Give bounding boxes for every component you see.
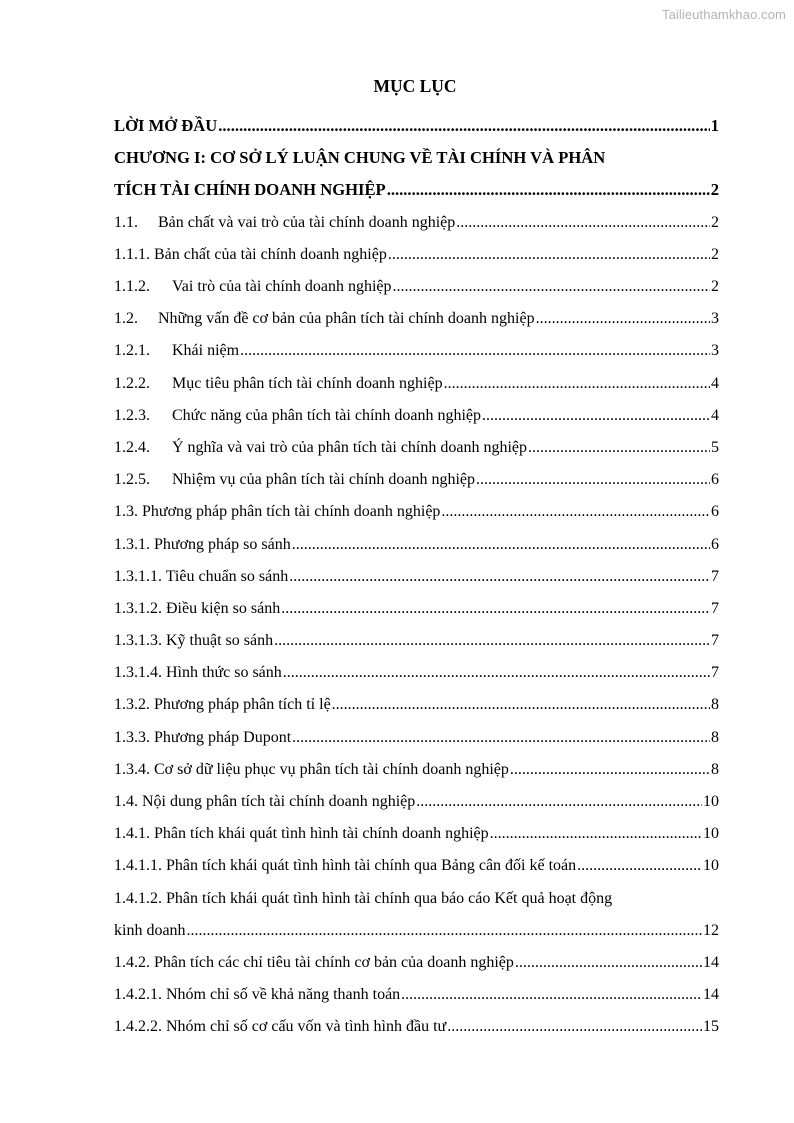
toc-entry[interactable] bbox=[114, 303, 719, 335]
page-title: MỤC LỤC bbox=[373, 76, 457, 96]
toc-entry-page: 10 bbox=[703, 825, 719, 843]
toc-entry-label-line1: CHƯƠNG I: CƠ SỞ LÝ LUẬN CHUNG VỀ TÀI CHÍNH VÀ PHÂN bbox=[114, 148, 606, 168]
toc-entry-label: Vai trò của tài chính doanh nghiệp bbox=[172, 278, 392, 296]
toc-entry-number: 1.2.2. bbox=[114, 374, 150, 392]
toc-entry-page: 3 bbox=[711, 310, 719, 328]
toc-entry-label: 1.3. Phương pháp phân tích tài chính doanh nghiệp bbox=[114, 503, 441, 521]
toc-entry-page: 7 bbox=[711, 599, 719, 617]
toc-entry[interactable] bbox=[114, 689, 719, 721]
dot-leader bbox=[187, 922, 702, 940]
toc-entry-page: 12 bbox=[703, 921, 719, 939]
table-of-contents bbox=[114, 110, 719, 1043]
toc-entry[interactable] bbox=[114, 368, 719, 400]
dot-leader bbox=[281, 600, 710, 618]
toc-entry-label: 1.3.1.3. Kỹ thuật so sánh bbox=[114, 632, 274, 650]
toc-entry-page: 8 bbox=[711, 696, 719, 714]
toc-entry[interactable] bbox=[114, 174, 719, 206]
toc-entry-label: 1.4.2.2. Nhóm chỉ số cơ cấu vốn và tình hình đầu tư bbox=[114, 1018, 447, 1036]
toc-entry[interactable] bbox=[114, 947, 719, 979]
toc-entry[interactable] bbox=[114, 786, 719, 818]
toc-entry[interactable] bbox=[114, 110, 719, 142]
watermark-text: Tailieuthamkhao.com bbox=[661, 7, 786, 22]
toc-entry-label: TÍCH TÀI CHÍNH DOANH NGHIỆP bbox=[114, 180, 386, 200]
dot-leader bbox=[441, 503, 710, 521]
toc-entry-label: 1.4.2.1. Nhóm chỉ số về khả năng thanh toán bbox=[114, 986, 401, 1004]
dot-leader bbox=[476, 471, 710, 489]
toc-entry-label-line1: 1.4.1.2. Phân tích khái quát tình hình tài chính qua báo cáo Kết quả hoạt động bbox=[114, 889, 613, 907]
toc-entry-page: 5 bbox=[711, 438, 719, 456]
toc-entry[interactable] bbox=[114, 722, 719, 754]
dot-leader bbox=[332, 696, 710, 714]
toc-entry[interactable] bbox=[114, 207, 719, 239]
dot-leader bbox=[482, 407, 710, 425]
toc-entry-page: 4 bbox=[711, 374, 719, 392]
dot-leader bbox=[388, 246, 710, 264]
dot-leader bbox=[528, 439, 710, 457]
toc-entry-label: 1.3.2. Phương pháp phân tích tỉ lệ bbox=[114, 696, 331, 714]
toc-entry-page: 14 bbox=[703, 986, 719, 1004]
toc-entry-page: 14 bbox=[703, 953, 719, 971]
toc-entry-label: 1.3.1.2. Điều kiện so sánh bbox=[114, 599, 281, 617]
toc-entry-label: Ý nghĩa và vai trò của phân tích tài chính doanh nghiệp bbox=[172, 438, 528, 456]
toc-entry-label: 1.4.2. Phân tích các chỉ tiêu tài chính cơ bản của doanh nghiệp bbox=[114, 953, 514, 971]
toc-entry-number: 1.1.2. bbox=[114, 278, 150, 296]
toc-entry-number: 1.2.1. bbox=[114, 342, 150, 360]
toc-entry-page: 10 bbox=[703, 857, 719, 875]
toc-entry-page: 8 bbox=[711, 760, 719, 778]
dot-leader bbox=[393, 278, 711, 296]
toc-entry-page: 2 bbox=[710, 180, 719, 200]
toc-entry[interactable] bbox=[114, 754, 719, 786]
toc-entry-page: 6 bbox=[711, 503, 719, 521]
dot-leader bbox=[577, 857, 702, 875]
dot-leader bbox=[490, 825, 702, 843]
toc-entry-label: 1.4. Nội dung phân tích tài chính doanh nghiệp bbox=[114, 793, 416, 811]
dot-leader bbox=[447, 1018, 702, 1036]
dot-leader bbox=[289, 568, 710, 586]
dot-leader bbox=[292, 729, 710, 747]
toc-entry-label: 1.3.4. Cơ sở dữ liệu phục vụ phân tích tài chính doanh nghiệp bbox=[114, 760, 509, 778]
toc-entry[interactable] bbox=[114, 850, 719, 882]
toc-entry-label: Khái niệm bbox=[172, 342, 240, 360]
toc-entry[interactable] bbox=[114, 1011, 719, 1043]
toc-entry[interactable] bbox=[114, 432, 719, 464]
dot-leader bbox=[444, 375, 710, 393]
toc-entry-page: 10 bbox=[703, 793, 719, 811]
toc-entry-label: 1.3.1. Phương pháp so sánh bbox=[114, 535, 291, 553]
toc-entry[interactable] bbox=[114, 915, 719, 947]
dot-leader bbox=[515, 954, 702, 972]
toc-entry-page: 15 bbox=[703, 1018, 719, 1036]
toc-entry[interactable] bbox=[114, 496, 719, 528]
toc-entry[interactable] bbox=[114, 239, 719, 271]
toc-entry[interactable] bbox=[114, 657, 719, 689]
toc-entry-number: 1.1. bbox=[114, 213, 138, 231]
toc-entry-label: LỜI MỞ ĐẦU bbox=[114, 116, 218, 136]
toc-entry[interactable] bbox=[114, 335, 719, 367]
toc-entry[interactable] bbox=[114, 464, 719, 496]
dot-leader bbox=[292, 536, 710, 554]
toc-entry-label: 1.4.1. Phân tích khái quát tình hình tài chính doanh nghiệp bbox=[114, 825, 489, 843]
toc-entry[interactable] bbox=[114, 561, 719, 593]
toc-entry-page: 1 bbox=[710, 116, 719, 136]
toc-entry-page: 7 bbox=[711, 567, 719, 585]
toc-entry-page: 6 bbox=[711, 535, 719, 553]
toc-entry-number: 1.2. bbox=[114, 310, 138, 328]
toc-entry-page: 3 bbox=[711, 342, 719, 360]
toc-entry[interactable] bbox=[114, 400, 719, 432]
toc-entry-number: 1.2.5. bbox=[114, 471, 150, 489]
dot-leader bbox=[387, 180, 710, 200]
toc-entry-number: 1.2.4. bbox=[114, 438, 150, 456]
toc-entry[interactable] bbox=[114, 593, 719, 625]
dot-leader bbox=[240, 342, 710, 360]
toc-entry-label: 1.3.1.4. Hình thức so sánh bbox=[114, 664, 282, 682]
toc-entry-page: 4 bbox=[711, 406, 719, 424]
toc-entry-label: 1.3.1.1. Tiêu chuẩn so sánh bbox=[114, 567, 289, 585]
toc-entry-label: 1.3.3. Phương pháp Dupont bbox=[114, 728, 292, 746]
toc-entry[interactable] bbox=[114, 625, 719, 657]
toc-entry-page: 2 bbox=[711, 213, 719, 231]
toc-entry-page: 8 bbox=[711, 728, 719, 746]
toc-entry-page: 7 bbox=[711, 664, 719, 682]
toc-entry-page: 2 bbox=[711, 245, 719, 263]
toc-entry-label: Những vấn đề cơ bản của phân tích tài chính doanh nghiệp bbox=[158, 310, 535, 328]
toc-entry-label: Mục tiêu phân tích tài chính doanh nghiệp bbox=[172, 374, 443, 392]
toc-entry-label: Chức năng của phân tích tài chính doanh nghiệp bbox=[172, 406, 482, 424]
toc-entry-label: Bản chất và vai trò của tài chính doanh nghiệp bbox=[158, 213, 456, 231]
toc-entry-label: kinh doanh bbox=[114, 921, 186, 939]
toc-entry-label: 1.1.1. Bản chất của tài chính doanh nghiệp bbox=[114, 245, 387, 263]
dot-leader bbox=[536, 310, 710, 328]
dot-leader bbox=[456, 214, 710, 232]
toc-entry[interactable] bbox=[114, 818, 719, 850]
dot-leader bbox=[218, 116, 709, 136]
toc-entry-line1[interactable] bbox=[114, 142, 719, 174]
dot-leader bbox=[401, 986, 702, 1004]
toc-entry-label: Nhiệm vụ của phân tích tài chính doanh nghiệp bbox=[172, 471, 476, 489]
toc-entry[interactable] bbox=[114, 271, 719, 303]
toc-entry-page: 2 bbox=[711, 278, 719, 296]
dot-leader bbox=[283, 664, 710, 682]
toc-entry-label: 1.4.1.1. Phân tích khái quát tình hình tài chính qua Bảng cân đối kế toán bbox=[114, 857, 577, 875]
toc-entry-page: 6 bbox=[711, 471, 719, 489]
toc-entry-line1[interactable] bbox=[114, 883, 719, 915]
dot-leader bbox=[510, 761, 710, 779]
toc-entry[interactable] bbox=[114, 528, 719, 560]
toc-entry-number: 1.2.3. bbox=[114, 406, 150, 424]
dot-leader bbox=[416, 793, 702, 811]
dot-leader bbox=[274, 632, 710, 650]
toc-entry[interactable] bbox=[114, 979, 719, 1011]
toc-entry-page: 7 bbox=[711, 632, 719, 650]
